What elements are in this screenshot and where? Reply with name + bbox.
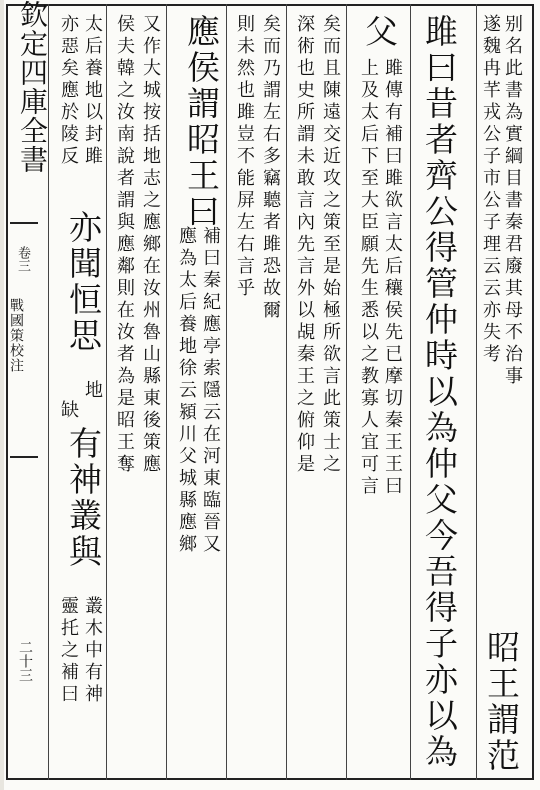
column-rule — [476, 4, 477, 780]
text-column-large: 應侯謂昭王曰 — [182, 14, 221, 230]
text-column: 遂魏冉芊戎公子市公子理云云亦失考 — [480, 14, 501, 366]
text-column-large: 雎曰昔者齊公得管仲時以為仲父今吾得子亦以為 — [420, 14, 459, 770]
text-column-large: 亦聞恒思 — [64, 210, 103, 354]
text-column: 地 — [82, 380, 103, 402]
fishtail-top — [10, 222, 38, 240]
text-column: 上及太后下至大臣願先生悉以之教寡人宜可言 — [358, 58, 379, 498]
column-rule — [166, 4, 167, 780]
text-column-large: 父 — [360, 14, 399, 50]
text-column: 則未然也雎豈不能屏左右言乎 — [234, 14, 255, 300]
text-column: 深術也史所謂未敢言內先言外以覘秦王之俯仰是 — [294, 14, 315, 476]
text-column: 别名此書為實綱目書秦君廢其母不治事 — [502, 14, 523, 388]
text-column: 應為太后養地徐云潁川父城縣應鄉 — [176, 226, 197, 556]
column-rule — [346, 4, 347, 780]
text-column: 太后養地以封雎 — [82, 14, 103, 168]
text-column: 矣而乃謂左右多竊聽者雎恐故爾 — [260, 14, 281, 322]
text-column: 靈托之補曰 — [58, 596, 79, 706]
column-rule — [410, 4, 411, 780]
fishtail-bottom — [10, 440, 38, 458]
text-column: 叢木中有神 — [82, 596, 103, 706]
text-column: 雎傳有補曰雎欲言太后穰侯先已摩切秦王王曰 — [382, 58, 403, 498]
text-column-large: 有神叢與 — [64, 426, 103, 570]
column-rule — [106, 4, 107, 780]
margin-book: 戰國策校注 — [8, 298, 24, 373]
margin-title: 欽定四庫全書 — [16, 0, 49, 174]
column-rule — [286, 4, 287, 780]
margin-page-number: 二十三 — [17, 640, 33, 682]
column-rule — [48, 4, 49, 780]
text-column: 又作大城按括地志之應鄉在汝州魯山縣東後策應 — [140, 14, 161, 476]
text-column-large: 昭王謂范 — [482, 630, 521, 774]
text-column: 缺 — [58, 400, 79, 422]
text-column: 亦惡矣應於陵反 — [58, 14, 79, 168]
margin-juan: 卷三 — [15, 246, 30, 272]
text-column: 補曰秦紀應亭索隱云在河東臨晉又 — [200, 226, 221, 556]
text-column: 侯夫韓之汝南說者謂與應鄰則在汝者為是昭王奪 — [114, 14, 135, 476]
column-rule — [226, 4, 227, 780]
text-column: 矣而且陳遠交近攻之策至是始極所欲言此策士之 — [320, 14, 341, 476]
